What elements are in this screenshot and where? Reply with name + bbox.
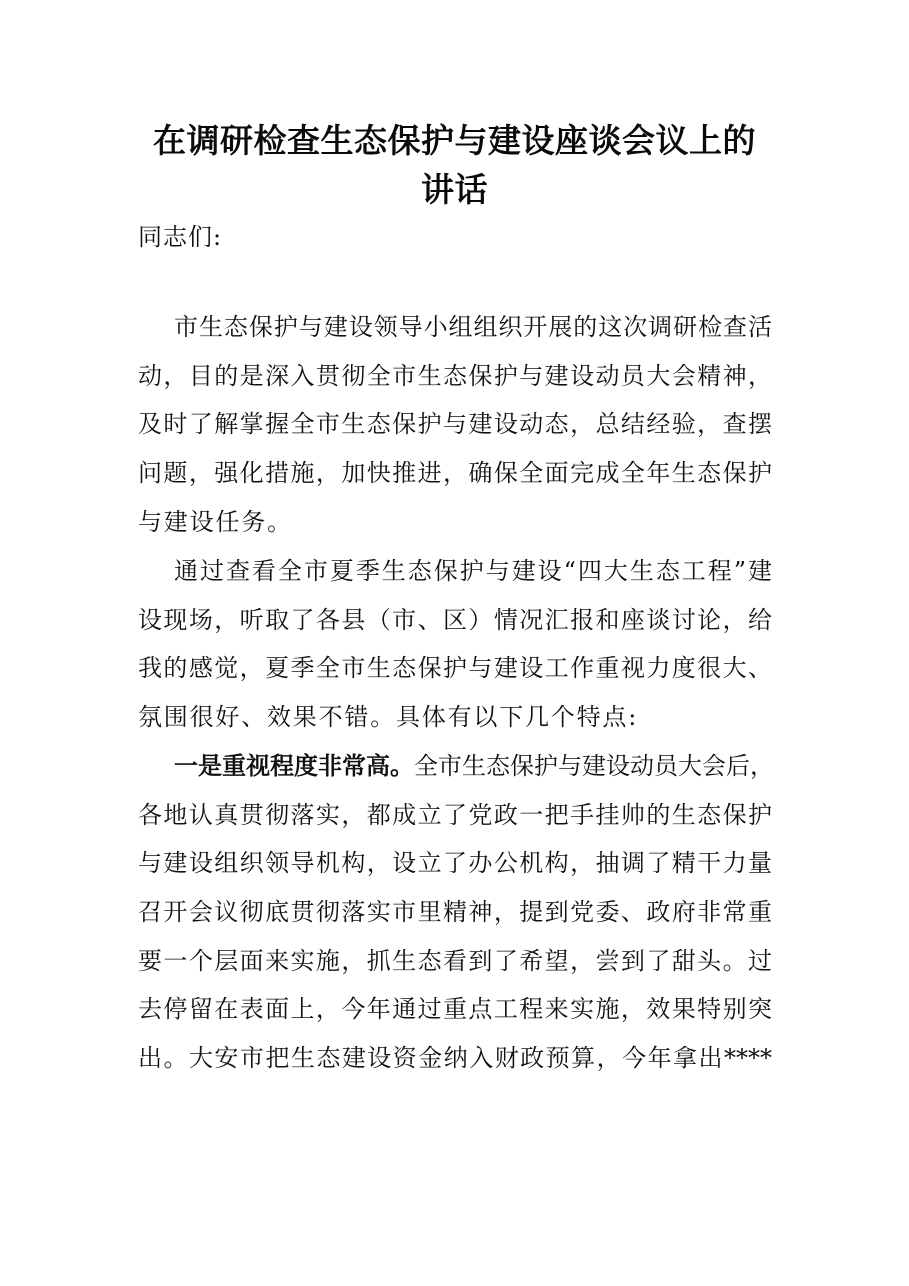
paragraph-2 [138, 547, 772, 742]
paragraph-line: 通过查看全市夏季生态保护与建设“四大生态工程”建 [174, 557, 772, 585]
paragraph-line: 各地认真贯彻落实，都成立了党政一把手挂帅的生态保护 [138, 800, 772, 829]
paragraph-line: 设现场，听取了各县（市、区）情况汇报和座谈讨论，给 [138, 605, 772, 634]
paragraph-bold-lead: 一是重视程度非常高。 [174, 751, 414, 780]
paragraph-line: 我的感觉，夏季全市生态保护与建设工作重视力度很大、 [138, 654, 772, 683]
paragraph-line: 问题，强化措施，加快推进，确保全面完成全年生态保护 [138, 459, 772, 488]
paragraph-text: 全市生态保护与建设动员大会后， [414, 752, 774, 780]
paragraph-line: 市生态保护与建设领导小组组织开展的这次调研检查活 [174, 313, 772, 341]
paragraph-line: 去停留在表面上，今年通过重点工程来实施，效果特别突 [138, 995, 772, 1024]
paragraph-1 [138, 303, 772, 546]
paragraph-line: 出。大安市把生态建设资金纳入财政预算，今年拿出**** [138, 1044, 772, 1073]
paragraph-line: 与建设组织领导机构，设立了办公机构，抽调了精干力量 [138, 849, 772, 878]
paragraph-line-first [138, 742, 772, 791]
document-title-line-1: 在调研检查生态保护与建设座谈会议上的 [153, 121, 756, 160]
paragraph-line: 及时了解掌握全市生态保护与建设动态，总结经验，查摆 [138, 410, 772, 439]
salutation: 同志们: [138, 223, 223, 251]
paragraph-line: 要一个层面来实施，抓生态看到了希望，尝到了甜头。过 [138, 946, 772, 975]
paragraph-3 [138, 742, 772, 1083]
paragraph-line: 召开会议彻底贯彻落实市里精神，提到党委、政府非常重 [138, 898, 772, 927]
paragraph-line: 与建设任务。 [138, 507, 293, 536]
document-title-line-2: 讲话 [421, 170, 488, 209]
paragraph-line: 氛围很好、效果不错。具体有以下几个特点: [138, 703, 639, 732]
paragraph-line: 动，目的是深入贯彻全市生态保护与建设动员大会精神， [138, 361, 772, 390]
